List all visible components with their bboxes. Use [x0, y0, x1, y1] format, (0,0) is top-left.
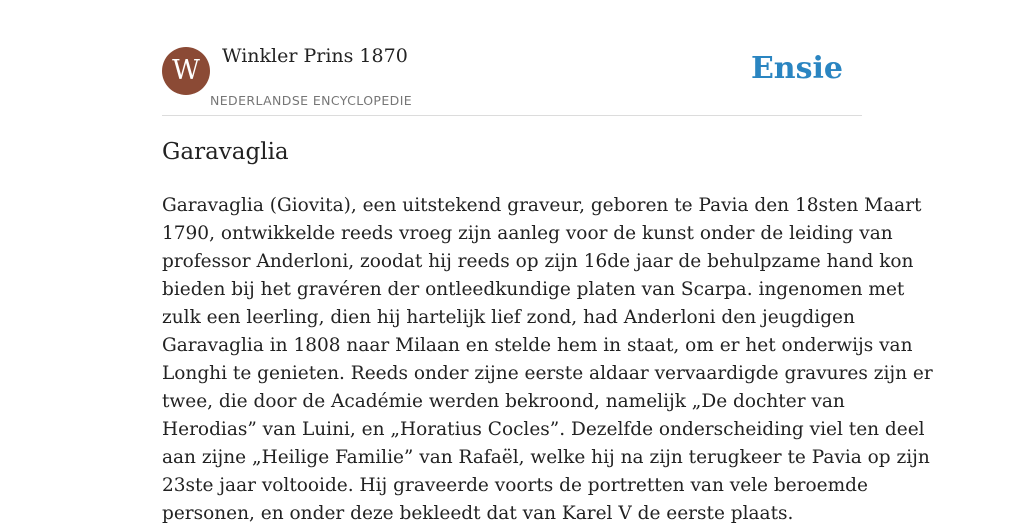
article-body-line: personen, en onder deze bekleedt dat van Karel V de eerste plaats.: [162, 503, 794, 524]
source-title[interactable]: Winkler Prins 1870: [222, 45, 408, 67]
source-avatar[interactable]: W: [162, 47, 210, 95]
header-divider: [162, 115, 862, 116]
source-subtitle: NEDERLANDSE ENCYCLOPEDIE: [210, 93, 413, 108]
article-body-line: 1790, ontwikkelde reeds vroeg zijn aanleg voor de kunst onder de leiding van: [162, 223, 893, 244]
article-body-line: Longhi te genieten. Reeds onder zijne eerste aldaar vervaardigde gravures zijn er: [162, 363, 933, 384]
ensie-logo[interactable]: Ensie: [750, 51, 843, 86]
article-body-line: aan zijne „Heilige Familie” van Rafaël, welke hij na zijn terugkeer te Pavia op zijn: [162, 447, 930, 468]
article-body-line: 23ste jaar voltooide. Hij graveerde voorts de portretten van vele beroemde: [162, 475, 868, 496]
article-body: [162, 192, 933, 528]
article-body-line: bieden bij het gravéren der ontleedkundige platen van Scarpa. ingenomen met: [162, 279, 905, 300]
article-body-line: zulk een leerling, dien hij hartelijk lief zond, had Anderloni den jeugdigen: [162, 307, 855, 328]
article-body-line: Garavaglia in 1808 naar Milaan en stelde hem in staat, om er het onderwijs van: [162, 335, 913, 356]
article-body-line: twee, die door de Académie werden bekroond, namelijk „De dochter van: [162, 391, 845, 412]
article-body-line: professor Anderloni, zoodat hij reeds op zijn 16de jaar de behulpzame hand kon: [162, 251, 914, 272]
article-body-line: Garavaglia (Giovita), een uitstekend graveur, geboren te Pavia den 18sten Maart: [162, 195, 922, 216]
article-body-line: Herodias” van Luini, en „Horatius Cocles”. Dezelfde onderscheiding viel ten deel: [162, 419, 925, 440]
article-title: Garavaglia: [162, 139, 289, 165]
